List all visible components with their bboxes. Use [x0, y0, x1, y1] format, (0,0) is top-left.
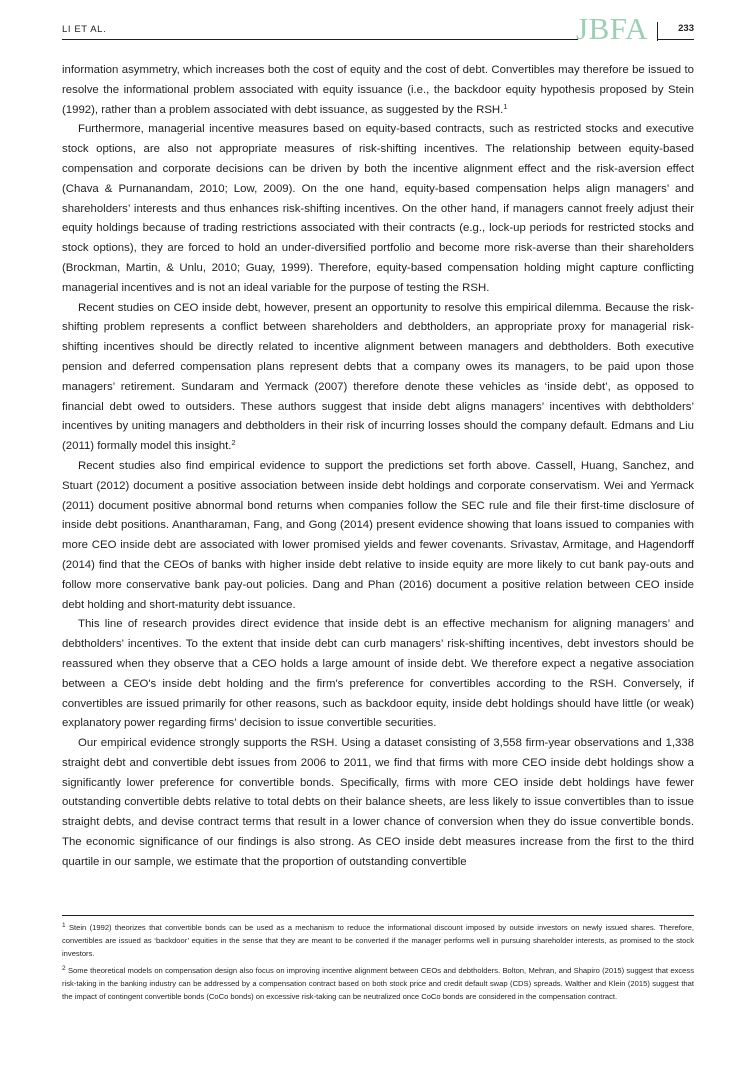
footnote-ref[interactable]: 1	[503, 101, 508, 111]
footnote-mark: 1	[62, 921, 66, 929]
footnote-ref[interactable]: 2	[231, 438, 236, 448]
paragraph: information asymmetry, which increases both the cost of equity and the cost of debt. Convertibles may therefore be issued to resolve the informational problem associated with equity issuance (i.e., the backdoor equity hypothesis proposed by Stein (1992), rather than a problem associated with debt issuance, as suggested by the RSH.$^1$	[62, 64, 694, 116]
page-number: 233	[678, 23, 694, 34]
paragraph: Furthermore, managerial incentive measures based on equity-based contracts, such as restricted stocks and executive stock options, are also not appropriate measures of risk-shifting incentives. The relationship between equity-based compensation and corporate decisions can be driven by both the incentive alignment effect and the risk-aversion effect (Chava & Purnanandam, 2010; Low, 2009). On the one hand, equity-based compensation helps align managers’ and shareholders’ interests and thus enhances risk-shifting incentives. On the other hand, if managers cannot freely adjust their equity holdings because of trading restrictions associated with their contracts (e.g., lock-up periods for restricted stocks and stock options), they are forced to hold an under-diversified portfolio and become more risk-averse than their shareholders (Brockman, Martin, & Unlu, 2010; Guay, 1999). Therefore, equity-based compensation holding might capture conflicting managerial incentives and is not an ideal variable for the purpose of testing the RSH.	[62, 123, 694, 294]
body-text	[62, 61, 694, 873]
footnote-rule	[62, 915, 694, 916]
journal-logo: JBFA	[576, 11, 649, 46]
header-rule-right	[657, 39, 694, 40]
footnote: $^2$ Some theoretical models on compensation design also focus on improving incentive alignment between CEOs and debtholders. Bolton, Mehran, and Shapiro (2015) suggest that excess risk-taking in the banking industry can be addressed by a compensation contract based on both stock price and credit default swap (CDS) spreads. Walther and Klein (2015) suggest that the impact of contingent convertible bonds (CoCo bonds) on excessive risk-taking can be neutralized once CoCo bonds are considered in the compensation contract.	[62, 965, 694, 1001]
paragraph: This line of research provides direct evidence that inside debt is an effective mechanism for aligning managers’ and debtholders’ incentives. To the extent that inside debt can curb managers’ risk-shifting incentives, debt investors should be reassured when they observe that a CEO holds a large amount of inside debt. We therefore expect a negative association between a CEO's inside debt holding and the firm's preference for convertibles according to the RSH. Conversely, if convertibles are issued primarily for other reasons, such as backdoor equity, inside debt holdings should have little (or weak) explanatory power regarding firms’ decision to issue convertible securities.	[62, 618, 694, 730]
paragraph: Recent studies on CEO inside debt, however, present an opportunity to resolve this empirical dilemma. Because the risk-shifting problem represents a conflict between shareholders and debtholders, an appropriate proxy for managerial risk-shifting incentives should be directly related to incentive alignment between managers and debtholders. Both executive pension and deferred compensation plans represent debts that a company owes its managers, to be paid upon those managers’ retirement. Sundaram and Yermack (2007) therefore denote these vehicles as ‘inside debt’, as opposed to financial debt owed to outsiders. These authors suggest that inside debt aligns managers’ incentives with debtholders’ incentives by uniting managers and debtholders in their risk of incurring losses should the company default. Edmans and Liu (2011) formally model this insight.$^2$	[62, 301, 694, 453]
running-header	[62, 11, 694, 46]
paragraph: Our empirical evidence strongly supports the RSH. Using a dataset consisting of 3,558 firm-year observations and 1,338 straight debt and convertible debt issues from 2006 to 2011, we find that firms with more CEO inside debt holdings show a significantly lower preference for convertible bonds. Specifically, firms with more CEO inside debt holdings have fewer outstanding convertible debts relative to total debts on their balance sheets, are less likely to issue convertibles than to issue straight debts, and devise contract terms that result in a lower chance of conversion when they do issue convertible bonds. The economic significance of our findings is also strong. As CEO inside debt measures increase from the first to the third quartile in our sample, we estimate that the proportion of outstanding convertible	[62, 737, 694, 868]
paragraph: Recent studies also find empirical evidence to support the predictions set forth above. Cassell, Huang, Sanchez, and Stuart (2012) document a positive association between inside debt holdings and corporate conservatism. Wei and Yermack (2011) document positive abnormal bond returns when companies follow the SEC rule and file their first-time disclosure of inside debt positions. Anantharaman, Fang, and Gong (2014) present evidence showing that loans issued to companies with more CEO inside debt are associated with lower promised yields and fewer covenants. Srivastav, Armitage, and Hagendorff (2014) find that the CEOs of banks with higher inside debt relative to inside equity are more likely to cut bank pay-outs and follow more conservative bank pay-out policies. Dang and Phan (2016) document a positive relation between CEO inside debt holding and short-maturity debt issuance.	[62, 459, 694, 611]
footnote-mark: 2	[62, 965, 66, 973]
footnotes	[62, 922, 694, 1009]
header-rule	[62, 39, 578, 40]
footnote: $^1$ Stein (1992) theorizes that convertible bonds can be used as a mechanism to reduce the informational discount imposed by outside investors on newly issued shares. Therefore, convertibles are issued as ‘backdoor’ equities in the sense that they are meant to be converted if the manager performs well in pursuing shareholder interests, as promised to the stock investors.	[62, 921, 694, 958]
running-authors: LI ET AL.	[62, 24, 107, 35]
